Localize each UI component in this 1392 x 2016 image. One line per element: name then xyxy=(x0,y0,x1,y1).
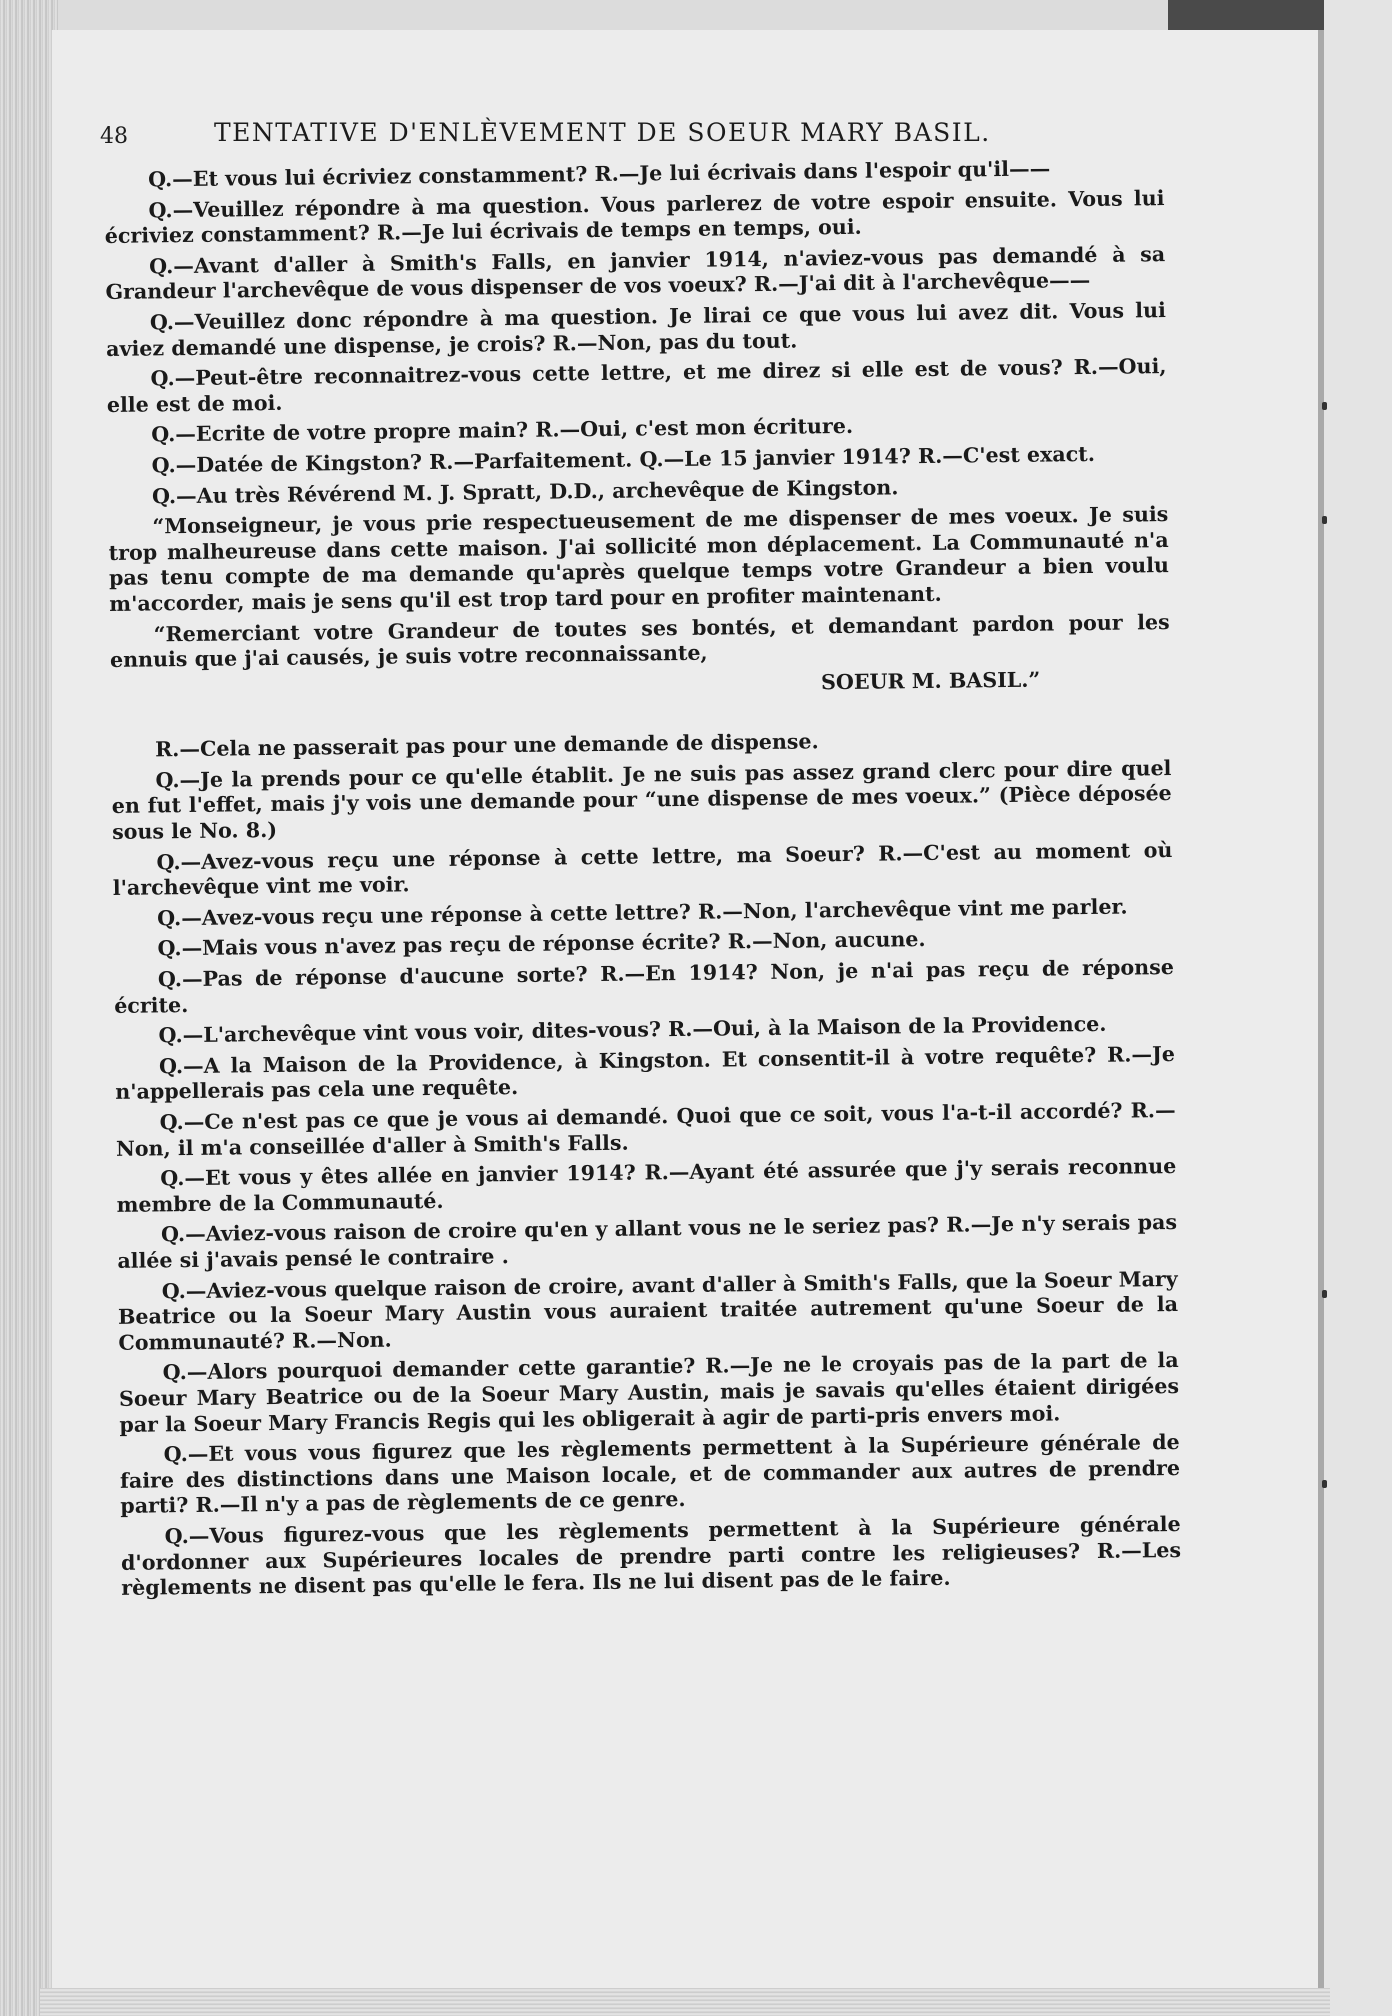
paragraph: Q.—Et vous y êtes allée en janvier 1914? R.—Ayant été assurée que j'y serais reconnue membre de la Communauté. xyxy=(116,1154,1177,1217)
paragraph: Q.—Veuillez donc répondre à ma question. Je lirai ce que vous lui avez dit. Vous lui aviez demandé une dispense, je crois? R.—Non, pas du tout. xyxy=(106,298,1166,361)
paragraph: Q.—Veuillez répondre à ma question. Vous parlerez de votre espoir ensuite. Vous lui écriviez constamment? R.—Je lui écrivais de temps en temps, oui. xyxy=(104,185,1165,249)
page-stack-edge xyxy=(0,0,58,2016)
paragraph: Q.—Je la prends pour ce qu'elle établit. Je ne suis pas assez grand clerc pour dire quel en fut l'effet, mais j'y vois une demande pour “une dispense de mes voeux.” (Pièce déposée sous le No. 8.) xyxy=(111,755,1172,845)
paragraph: Q.—Mais vous n'avez pas reçu de réponse écrite? R.—Non, aucune. xyxy=(157,927,926,961)
paragraph: Q.—Avez-vous reçu une réponse à cette lettre? R.—Non, l'archevêque vint me parler. xyxy=(157,894,1128,931)
paragraph: Q.—Et vous vous figurez que les règlements permettent à la Supérieure générale de faire des distinctions dans une Maison locale, et de commander aux autres de prendre parti? R.—Il n'y a pas de règlements de ce genre. xyxy=(119,1430,1181,1519)
scan-background-right xyxy=(1324,0,1392,2016)
paragraph: Q.—Aviez-vous raison de croire qu'en y allant vous ne le seriez pas? R.—Je n'y serais pas allée si j'avais pensé le contraire . xyxy=(117,1210,1178,1273)
paragraph: Q.—Datée de Kingston? R.—Parfaitement. Q.—Le 15 janvier 1914? R.—C'est exact. xyxy=(151,441,1096,478)
paragraph: Q.—Avez-vous reçu une réponse à cette lettre, ma Soeur? R.—C'est au moment où l'archevêque vint me voir. xyxy=(112,837,1173,901)
paragraph: Q.—Ecrite de votre propre main? R.—Oui, c'est mon écriture. xyxy=(151,414,854,447)
paragraph: Q.—L'archevêque vint vous voir, dites-vous? R.—Oui, à la Maison de la Providence. xyxy=(158,1012,1107,1048)
scan-speck xyxy=(1322,1290,1327,1298)
page-stack-bottom xyxy=(40,1988,1330,2016)
body-text xyxy=(104,155,1181,1607)
paragraph: Q.—Peut-être reconnaitrez-vous cette lettre, et me direz si elle est de vous? R.—Oui, elle est de moi. xyxy=(106,354,1167,417)
paragraph: Q.—Et vous lui écriviez constamment? R.—Je lui écrivais dans l'espoir qu'il—— xyxy=(147,156,1051,192)
paragraph: Q.—Alors pourquoi demander cette garantie? R.—Je ne le croyais pas de la part de la Soeur Mary Beatrice ou de la Soeur Mary Austin, mais je savais qu'elles étaient dirigées par la Soeur Mary Francis Regis qui les obligerait à agir de parti-pris envers moi. xyxy=(118,1348,1180,1437)
running-title: TENTATIVE D'ENLÈVEMENT DE SOEUR MARY BASIL. xyxy=(214,118,991,147)
scan-speck xyxy=(1322,516,1327,524)
paragraph: R.—Cela ne passerait pas pour une demande de dispense. xyxy=(154,729,819,762)
page-right-edge xyxy=(1318,30,1324,1992)
paragraph: Q.—Avant d'aller à Smith's Falls, en janvier 1914, n'aviez-vous pas demandé à sa Grandeur l'archevêque de vous dispenser de vos voeux? R.—J'ai dit à l'archevêque—— xyxy=(105,241,1166,305)
page-number: 48 xyxy=(100,124,128,149)
paragraph: Q.—Ce n'est pas ce que je vous ai demandé. Quoi que ce soit, vous l'a-t-il accordé? R.—Non, il m'a conseillée d'aller à Smith's Falls. xyxy=(115,1097,1176,1161)
letter-signature: SOEUR M. BASIL.” xyxy=(820,667,1041,694)
paragraph: Q.—Au très Révérend M. J. Spratt, D.D., archevêque de Kingston. xyxy=(151,474,899,508)
scan-speck xyxy=(1322,1480,1327,1488)
paragraph: Q.—Pas de réponse d'aucune sorte? R.—En 1914? Non, je n'ai pas reçu de réponse écrite. xyxy=(114,955,1174,1018)
paragraph: Q.—Aviez-vous quelque raison de croire, avant d'aller à Smith's Falls, que la Soeur Mary Beatrice ou la Soeur Mary Austin vous auraient traitée autrement qu'une Soeur de la Communauté? R.—Non. xyxy=(117,1266,1179,1355)
paragraph: “Monseigneur, je vous prie respectueusement de me dispenser de mes voeux. Je suis trop malheureuse dans cette maison. J'ai sollicité mon déplacement. La Communauté n'a pas tenu compte de ma demande qu'après quelque temps votre Grandeur a bien voulu m'accorder, mais je sens qu'il est trop tard pour en profiter maintenant. xyxy=(108,502,1170,616)
paragraph: Q.—Vous figurez-vous que les règlements permettent à la Supérieure générale d'ordonner aux Supérieures locales de prendre parti contre les religieuses? R.—Les règlements ne disent pas qu'elle le fera. Ils ne lui disent pas de le faire. xyxy=(120,1511,1182,1600)
paragraph: Q.—A la Maison de la Providence, à Kingston. Et consentit-il à votre requête? R.—Je n'appellerais pas cela une requête. xyxy=(115,1041,1176,1105)
running-header xyxy=(100,118,1160,158)
scan-speck xyxy=(1322,402,1327,410)
paragraph: “Remerciant votre Grandeur de toutes ses bontés, et demandant pardon pour les ennuis que j'ai causés, je suis votre reconnaissante, xyxy=(109,609,1170,673)
